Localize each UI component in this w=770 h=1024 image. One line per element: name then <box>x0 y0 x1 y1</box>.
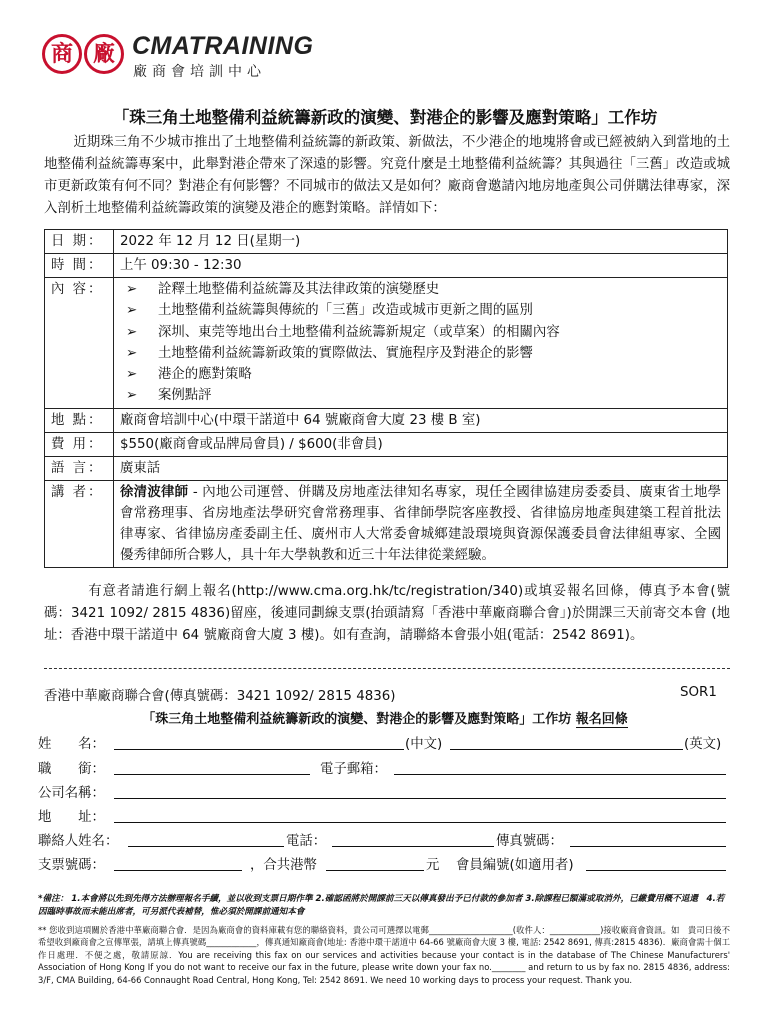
name-english-field[interactable] <box>450 733 683 750</box>
arrow-bullet-icon: ➢ <box>126 388 138 404</box>
address-label: 地 址： <box>38 810 105 825</box>
payment-row <box>38 854 728 874</box>
fax-label: 傳真號碼： <box>496 834 563 849</box>
language-value: 廣東話 <box>114 456 728 480</box>
fax-field[interactable] <box>570 830 726 847</box>
amount-field[interactable] <box>326 854 424 871</box>
brand-wordmark <box>132 32 313 61</box>
member-number-field[interactable] <box>586 854 726 871</box>
venue-row <box>45 408 728 432</box>
brand-cma: CMA <box>132 32 189 60</box>
brand-training: TRAINING <box>188 32 314 60</box>
speaker-label: 講 者： <box>45 480 114 567</box>
job-title-field[interactable] <box>114 758 310 775</box>
contact-label: 聯絡人姓名： <box>38 834 119 849</box>
venue-value: 廠商會培訓中心(中環干諾道中 64 號廠商會大廈 23 樓 B 室) <box>114 408 728 432</box>
content-cell <box>114 278 728 409</box>
list-item <box>126 343 721 364</box>
language-label: 語 言： <box>45 456 114 480</box>
time-label: 時 間： <box>45 254 114 278</box>
address-field[interactable] <box>114 806 726 823</box>
date-value: 2022 年 12 月 12 日(星期一) <box>114 230 728 254</box>
title-email-row <box>38 758 728 778</box>
topic-text: 港企的應對策略 <box>158 367 252 383</box>
company-row <box>38 782 728 802</box>
speaker-description: - 內地公司運營、併購及房地產法律知名專家，現任全國律協建房委委員、廣東省土地學會常務理事、省房地產法學研究會常務理事、省律師學院客座教授、省律協房地產與建築工程首批法律專家、省律協房產委副主任、廣州市人大常委會城鄉建設環境與資源保護委員會法律組專家、全國優秀律師所合夥人，具十年大學執教和近三十年法律從業經驗。 <box>120 484 722 563</box>
job-title-label: 職 銜： <box>38 762 105 777</box>
chinese-suffix: (中文) <box>405 737 443 752</box>
phone-label: 電話： <box>286 834 327 849</box>
list-item <box>126 300 721 321</box>
company-field[interactable] <box>114 782 726 799</box>
list-item <box>126 322 721 343</box>
speaker-row <box>45 480 728 567</box>
phone-field[interactable] <box>332 830 494 847</box>
arrow-bullet-icon: ➢ <box>126 367 138 383</box>
content-label: 內 容： <box>45 278 114 409</box>
cma-training-logo <box>40 34 380 84</box>
arrow-bullet-icon: ➢ <box>126 303 138 319</box>
fee-row <box>45 432 728 456</box>
arrow-bullet-icon: ➢ <box>126 345 138 361</box>
cut-line-divider <box>44 668 730 669</box>
english-suffix: (英文) <box>684 737 722 752</box>
venue-label: 地 點： <box>45 408 114 432</box>
email-label: 電子郵箱： <box>320 762 387 777</box>
logo-seal-1: 商 <box>42 34 82 74</box>
intro-paragraph: 近期珠三角不少城市推出了土地整備利益統籌的新政策、新做法，不少港企的地塊將會或已經被納入到當地的土地整備利益統籌專案中，此舉對港企帶來了深遠的影響。究竟什麼是土地整備利益統籌？其與過往「三舊」改造或城市更新政策有何不同？對港企有何影響？不同城市的做法又是如何？廠商會邀請內地房地產與公司併購法律專家，深入剖析土地整備利益統籌政策的演變及港企的應對策略。詳情如下： <box>44 135 730 216</box>
member-label: 會員編號(如適用者) <box>456 858 574 873</box>
brand-subtitle: 廠商會培訓中心 <box>133 64 266 80</box>
privacy-notice: ** 您收到這項關於香港中華廠商聯合會．是因為廠商會的資料庫載有您的聯絡資料，貴公司可選擇以電郵____________________(收件人：____________)接收廠商會資訊。如 貴司日後不希望收到廠商會之宣傳單張，請填上傳真號碼____________，傳真通知廠商會(地址: 香港中環干諾道中 64-66 號廠商會大廈 3 樓, 電話: 2542 8691, 傳真:2815 4836)．廠商會需十個工作日處理．不便之處，敬請原諒．You are receiving this fax on our services and activities because your contact is in the database of The Chinese Manufacturers' Association of Hong Kong If you do not want to receive our fax in the future, please write down your fax no.________ and return to us by fax no. 2815 4836, address: 3/F, CMA Building, 64-66 Connaught Road Central, Hong Kong, Tel: 2542 8691. We need 10 working days to process your request. Thank you. <box>38 925 730 985</box>
time-value: 上午 09:30 - 12:30 <box>114 254 728 278</box>
address-row <box>38 806 728 826</box>
list-item <box>126 364 721 385</box>
content-row <box>45 278 728 409</box>
contact-name-field[interactable] <box>128 830 284 847</box>
date-label: 日 期： <box>45 230 114 254</box>
topic-text: 深圳、東莞等地出台土地整備利益統籌新規定（或草案）的相關內容 <box>158 324 560 340</box>
contact-row <box>38 830 728 850</box>
list-item <box>126 279 721 300</box>
date-row <box>45 230 728 254</box>
topic-text: 案例點評 <box>158 388 212 404</box>
email-field[interactable] <box>394 758 726 775</box>
name-row <box>38 733 728 753</box>
form-title-reply: 報名回條 <box>575 712 628 727</box>
form-title-text: 「珠三角土地整備利益統籌新政的演變、對港企的影響及應對策略」工作坊 <box>142 712 572 727</box>
speaker-name: 徐清波律師 <box>120 484 189 500</box>
fax-header: 香港中華廠商聯合會(傳真號碼：3421 1092/ 2815 4836) <box>44 689 396 704</box>
topic-text: 詮釋土地整備利益統籌及其法律政策的演變歷史 <box>158 282 440 297</box>
registration-paragraph: 有意者請進行網上報名(http://www.cma.org.hk/tc/registration/340)或填妥報名回條，傳真予本會(號碼：3421 1092/ 2815 4836)留座，後連同劃線支票(抬頭請寫「香港中華廠商聯合會」)於開課三天前寄交本會 (地址：香港中環干諾道中 64 號廠商會大廈 3 樓)。如有查詢，請聯絡本會張小姐(電話：2542 8691)。 <box>44 584 730 643</box>
cheque-number-field[interactable] <box>114 854 242 871</box>
language-row <box>45 456 728 480</box>
list-item <box>126 385 721 406</box>
cheque-label: 支票號碼： <box>38 858 105 873</box>
currency-label: 元 <box>426 858 440 873</box>
speaker-bio <box>114 480 728 567</box>
page-title: 「珠三角土地整備利益統籌新政的演變、對港企的影響及應對策略」工作坊 <box>112 108 658 127</box>
arrow-bullet-icon: ➢ <box>126 324 138 340</box>
form-title <box>0 708 770 727</box>
total-label: ，合共港幣 <box>250 858 317 873</box>
time-row <box>45 254 728 278</box>
topic-text: 土地整備利益統籌與傳統的「三舊」改造或城市更新之間的區別 <box>158 303 533 319</box>
topic-list <box>120 279 721 407</box>
name-chinese-field[interactable] <box>114 733 404 750</box>
topic-text: 土地整備利益統籌新政策的實際做法、實施程序及對港企的影響 <box>158 345 533 361</box>
form-code: SOR1 <box>680 685 717 700</box>
remarks-note: *備注： 1.本會將以先到先得方法辦理報名手續，並以收到支票日期作準 2.確認函將於開課前三天以傳真發出予已付款的參加者 3.除課程已額滿或取消外，已繳費用概不退還 4.若因臨時事故而未能出席者，可另派代表補替，惟必須於開課前通知本會 <box>38 894 725 917</box>
logo-seal-2: 廠 <box>84 34 124 74</box>
company-label: 公司名稱： <box>38 786 105 801</box>
fee-label: 費 用： <box>45 432 114 456</box>
arrow-bullet-icon: ➢ <box>126 282 138 297</box>
fee-value: $550(廠商會或品牌局會員) / $600(非會員) <box>114 432 728 456</box>
event-details-table <box>44 229 728 568</box>
name-label: 姓 名： <box>38 737 105 752</box>
